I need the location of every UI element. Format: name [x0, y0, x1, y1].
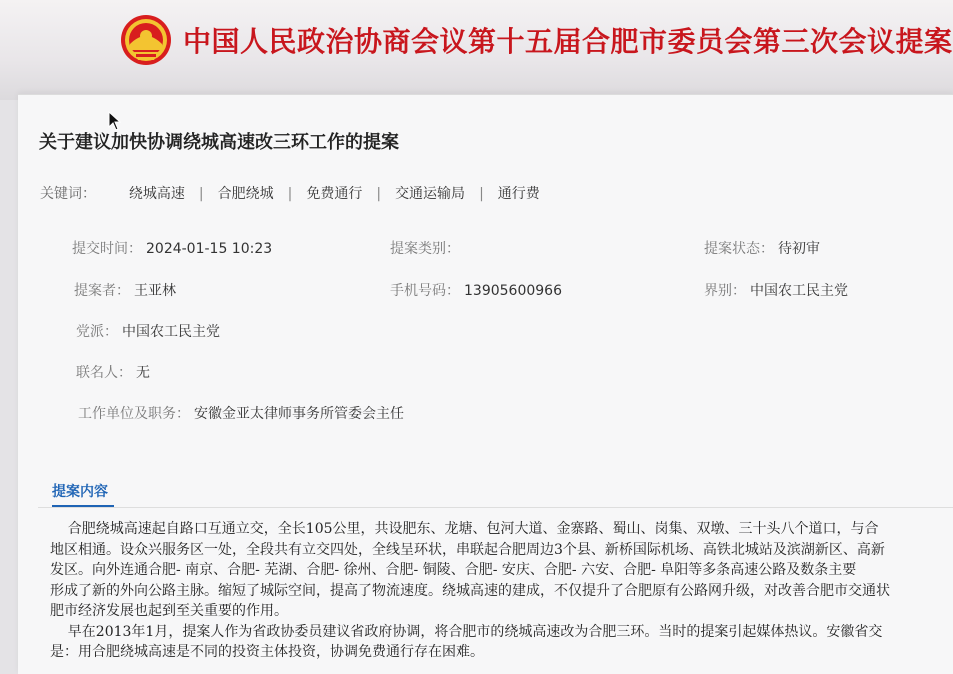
mouse-pointer-icon: [108, 111, 122, 131]
submit-time-label: 提交时间：: [72, 241, 142, 257]
proposal-content-body: [50, 519, 953, 674]
proposer-value: 王亚林: [134, 283, 176, 299]
party-label: 党派：: [76, 324, 118, 340]
sector-label: 界别：: [704, 283, 746, 299]
keyword-separator: |: [479, 186, 484, 202]
keyword-tag[interactable]: 交通运输局: [395, 186, 466, 202]
content-line: 肥市经济发展也起到至关重要的作用。: [50, 603, 288, 619]
workplace-field: [78, 403, 404, 423]
phone-value: 13905600966: [464, 283, 562, 299]
cosigner-label: 联名人：: [76, 365, 132, 381]
section-divider: [38, 507, 953, 508]
sector-value: 中国农工民主党: [750, 283, 848, 299]
cosigner-value: 无: [136, 365, 150, 381]
status-label: 提案状态：: [704, 241, 774, 257]
keywords-row: [40, 183, 540, 203]
party-field: [76, 321, 220, 341]
sector-field: [704, 280, 848, 300]
content-line: 发区。向外连通合肥- 南京、合肥- 芜湖、合肥- 徐州、合肥- 铜陵、合肥- 安庆、合肥- 六安、合肥- 阜阳等多条高速公路及数条主要: [50, 562, 857, 578]
keywords-label: 关键词：: [40, 186, 96, 202]
keyword-separator: |: [287, 186, 293, 202]
page-banner: [0, 0, 953, 100]
workplace-label: 工作单位及职务：: [78, 406, 190, 422]
cosigner-field: [76, 362, 150, 382]
keyword-separator: |: [198, 186, 204, 202]
party-value: 中国农工民主党: [122, 324, 220, 340]
phone-label: 手机号码：: [390, 283, 460, 299]
content-line: 合肥绕城高速起自路口互通立交，全长105公里，共设肥东、龙塘、包河大道、金寨路、蜀山、岗集、双墩、三十头八个道口，与合: [50, 521, 879, 537]
proposer-field: [74, 280, 176, 300]
submit-time-value: 2024-01-15 10:23: [146, 241, 273, 257]
banner-title: 中国人民政治协商会议第十五届合肥市委员会第三次会议提案: [183, 25, 953, 58]
keyword-separator: |: [376, 186, 382, 202]
proposer-label: 提案者：: [74, 283, 130, 299]
status-value: 待初审: [778, 241, 820, 257]
keyword-tag[interactable]: 通行费: [497, 186, 540, 202]
content-line: 是：用合肥绕城高速是不同的投资主体投资，协调免费通行存在困难。: [50, 644, 484, 660]
keyword-tag[interactable]: 绕城高速: [128, 186, 185, 202]
content-line: 地区相通。设众兴服务区一处，全段共有立交四处，全线呈环状，串联起合肥周边3个县、新桥国际机场、高铁北城站及滨湖新区、高新: [50, 541, 885, 558]
phone-field: [390, 280, 562, 300]
content-line: 早在2013年1月，提案人作为省政协委员建议省政府协调，将合肥市的绕城高速改为合肥三环。当时的提案引起媒体热议。安徽省交: [50, 623, 883, 640]
keyword-tag[interactable]: 免费通行: [306, 186, 363, 202]
category-label: 提案类别：: [390, 241, 460, 257]
cppcc-emblem-icon: [120, 14, 172, 66]
tab-proposal-content[interactable]: 提案内容: [52, 484, 108, 500]
keyword-tag[interactable]: 合肥绕城: [217, 186, 274, 202]
workplace-value: 安徽金亚太律师事务所管委会主任: [194, 406, 404, 422]
active-tab-indicator: [52, 505, 114, 507]
proposal-card: [18, 94, 953, 674]
category-field: [390, 238, 464, 258]
status-field: [704, 238, 820, 258]
submit-time-field: [72, 238, 272, 258]
proposal-title: 关于建议加快协调绕城高速改三环工作的提案: [39, 132, 399, 153]
content-line: 形成了新的外向公路主脉。缩短了城际空间，提高了物流速度。绕城高速的建成，不仅提升了合肥原有公路网升级，对改善合肥市交通状: [50, 582, 890, 599]
